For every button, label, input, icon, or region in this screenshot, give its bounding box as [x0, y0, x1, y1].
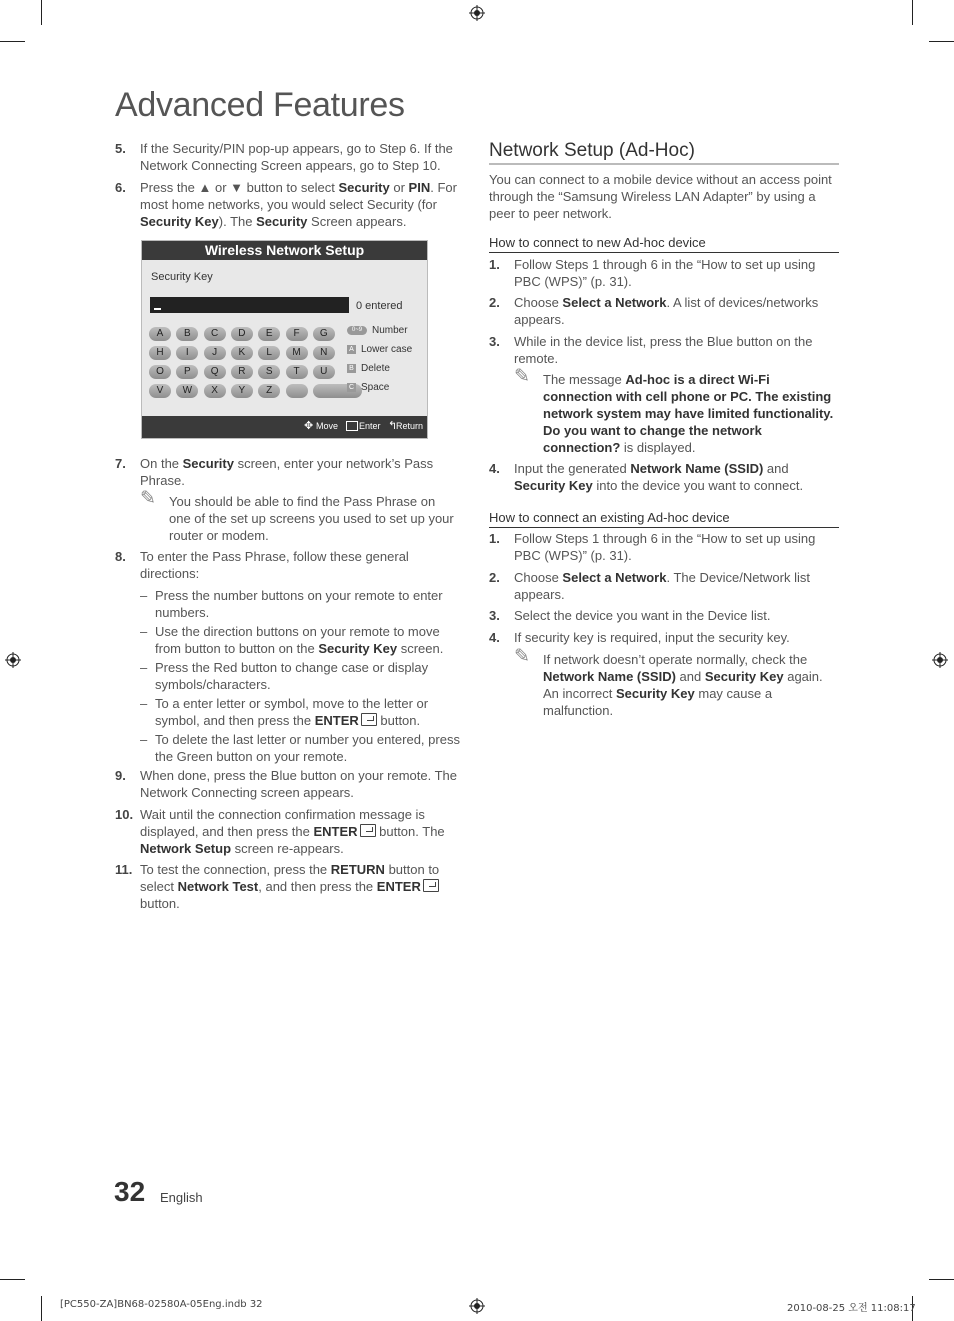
- key-r[interactable]: R: [231, 365, 253, 379]
- step-7: 7. On the Security screen, enter your network’s Pass Phrase.: [115, 455, 460, 491]
- page-title: Advanced Features: [115, 86, 405, 124]
- existing-step-2: 2. Choose Select a Network. The Device/Network list appears.: [489, 569, 839, 605]
- key-blank[interactable]: [286, 384, 308, 398]
- key-x[interactable]: X: [204, 384, 226, 398]
- step-8: 8. To enter the Pass Phrase, follow these general directions:: [115, 548, 460, 584]
- security-key-input[interactable]: [150, 297, 349, 313]
- step-10-text: Wait until the connection confirmation message is displayed, and then press the ENTER button. The Network Setup screen re-appears.: [140, 807, 445, 856]
- print-timestamp: 2010-08-25 오전 11:08:17: [787, 1303, 916, 1314]
- wireless-network-setup-screen: Wireless Network Setup Security Key 0 entered A B C D E F G H I J K L M N O P Q R S T U V W X Y Z 0~9 Number A Lower case B Delete C Space ✥ Move Enter ↰ Return: [141, 240, 428, 439]
- direction-item: – Use the direction buttons on your remote to move from button to button on the Security Key screen.: [140, 624, 444, 656]
- entered-count: 0 entered: [356, 300, 403, 312]
- key-b[interactable]: B: [176, 327, 198, 341]
- crop-mark: [929, 1279, 954, 1280]
- step-9: 9. When done, press the Blue button on your remote. The Network Connecting screen appears.: [115, 767, 460, 803]
- key-d[interactable]: D: [231, 327, 253, 341]
- heading-rule: [489, 163, 839, 165]
- step-11: 11. To test the connection, press the RETURN button to select Network Test, and then press the ENTER button.: [115, 861, 460, 913]
- pencil-note-icon: ✎: [514, 646, 530, 667]
- key-h[interactable]: H: [149, 346, 171, 360]
- new-step-4: 4. Input the generated Network Name (SSID) and Security Key into the device you want to connect.: [489, 460, 839, 496]
- key-j[interactable]: J: [204, 346, 226, 360]
- key-m[interactable]: M: [286, 346, 308, 360]
- step-6: 6. Press the ▲ or ▼ button to select Security or PIN. For most home networks, you would select Security (for Security Key). The Security Screen appears.: [115, 179, 460, 231]
- section-heading: Network Setup (Ad-Hoc): [489, 140, 695, 161]
- new-step-2-text: Choose Select a Network. A list of devices/networks appears.: [514, 295, 819, 327]
- step-10: 10. Wait until the connection confirmation message is displayed, and then press the ENTER button. The Network Setup screen re-appears.: [115, 806, 460, 858]
- crop-mark: [0, 41, 25, 42]
- enter-label: Enter: [359, 421, 381, 431]
- key-f[interactable]: F: [286, 327, 308, 341]
- return-label: Return: [396, 421, 424, 431]
- existing-step-4-note-text: If network doesn’t operate normally, check the Network Name (SSID) and Security Key again. An incorrect Security Key may cause a malfunction.: [543, 652, 823, 718]
- screen-footer: [142, 416, 427, 438]
- existing-step-1-text: Follow Steps 1 through 6 in the “How to set up using PBC (WPS)” (p. 31).: [514, 531, 816, 563]
- existing-step-4-text: If security key is required, input the security key.: [514, 630, 790, 645]
- key-c[interactable]: C: [204, 327, 226, 341]
- key-u[interactable]: U: [313, 365, 335, 379]
- key-w[interactable]: W: [176, 384, 198, 398]
- legend-key-icon: B: [347, 364, 356, 373]
- key-q[interactable]: Q: [204, 365, 226, 379]
- intro-paragraph: You can connect to a mobile device without an access point through the “Samsung Wireless LAN Adapter” by using a peer to peer network.: [489, 172, 832, 221]
- existing-step-3: 3. Select the device you want in the Device list.: [489, 607, 839, 625]
- key-o[interactable]: O: [149, 365, 171, 379]
- print-file-info: [PC550-ZA]BN68-02580A-05Eng.indb 32: [60, 1299, 263, 1310]
- screen-header: Wireless Network Setup: [142, 241, 427, 260]
- key-k[interactable]: K: [231, 346, 253, 360]
- existing-step-1: 1. Follow Steps 1 through 6 in the “How to set up using PBC (WPS)” (p. 31).: [489, 530, 839, 566]
- key-e[interactable]: E: [258, 327, 280, 341]
- return-icon: ↰: [388, 420, 398, 432]
- registration-mark-icon: [932, 652, 948, 668]
- new-step-4-text: Input the generated Network Name (SSID) and Security Key into the device you want to connect.: [514, 461, 804, 493]
- new-step-2: 2. Choose Select a Network. A list of devices/networks appears.: [489, 294, 839, 330]
- key-t[interactable]: T: [286, 365, 308, 379]
- subheading-rule: [489, 252, 839, 253]
- crop-mark: [41, 1296, 42, 1321]
- step-7-text: On the Security screen, enter your network’s Pass Phrase.: [140, 456, 434, 488]
- pencil-note-icon: ✎: [514, 366, 530, 387]
- crop-mark: [0, 1279, 25, 1280]
- direction-item: – Press the number buttons on your remote to enter numbers.: [140, 588, 443, 620]
- registration-mark-icon: [469, 5, 485, 21]
- move-icon: ✥: [304, 420, 314, 432]
- new-step-3-note-text: The message Ad-hoc is a direct Wi-Fi connection with cell phone or PC. The existing network system may have limited functionality. Do you want to change the network connection? is displayed.: [543, 372, 834, 455]
- step-8-text: To enter the Pass Phrase, follow these general directions:: [140, 549, 409, 581]
- key-n[interactable]: N: [313, 346, 335, 360]
- new-step-3-note: [514, 366, 839, 457]
- crop-mark: [929, 41, 954, 42]
- crop-mark: [41, 0, 42, 25]
- step-11-text: To test the connection, press the RETURN button to select Network Test, and then press the ENTER button.: [140, 862, 440, 911]
- note-7-text: You should be able to find the Pass Phrase on one of the set up screens you used to set up your router or modem.: [169, 494, 454, 543]
- new-step-1-text: Follow Steps 1 through 6 in the “How to set up using PBC (WPS)” (p. 31).: [514, 257, 816, 289]
- pencil-note-icon: ✎: [140, 488, 156, 509]
- crop-mark: [912, 0, 913, 25]
- legend-key-icon: C: [348, 384, 355, 391]
- new-step-1: 1. Follow Steps 1 through 6 in the “How to set up using PBC (WPS)” (p. 31).: [489, 256, 839, 292]
- subheading-rule: [489, 527, 839, 528]
- key-g[interactable]: G: [313, 327, 335, 341]
- key-v[interactable]: V: [149, 384, 171, 398]
- text-cursor: [154, 308, 161, 310]
- direction-item: – To a enter letter or symbol, move to the letter or symbol, and then press the ENTER button.: [140, 696, 429, 728]
- step-6-text: Press the ▲ or ▼ button to select Security or PIN. For most home networks, you would select Security (for Security Key). The Security Screen appears.: [140, 180, 457, 229]
- move-label: Move: [316, 421, 339, 431]
- key-a[interactable]: A: [149, 327, 171, 341]
- existing-step-2-text: Choose Select a Network. The Device/Network list appears.: [514, 570, 810, 602]
- security-key-label: Security Key: [151, 271, 213, 283]
- step-9-text: When done, press the Blue button on your remote. The Network Connecting screen appears.: [140, 768, 458, 800]
- registration-mark-icon: [469, 1298, 485, 1314]
- subheading-existing-adhoc: How to connect an existing Ad-hoc device: [489, 510, 730, 525]
- registration-mark-icon: [5, 652, 21, 668]
- direction-item: – Press the Red button to change case or display symbols/characters.: [140, 660, 429, 692]
- new-step-3: 3. While in the device list, press the Blue button on the remote.: [489, 333, 839, 369]
- step-5: 5. If the Security/PIN pop-up appears, go to Step 6. If the Network Connecting Screen appears, go to Step 10.: [115, 140, 460, 176]
- existing-step-4: 4. If security key is required, input the security key.: [489, 629, 839, 647]
- key-i[interactable]: I: [176, 346, 198, 360]
- existing-step-3-text: Select the device you want in the Device list.: [514, 608, 771, 623]
- page-number: 32: [114, 1176, 146, 1207]
- legend-key-icon: 0~9: [347, 326, 367, 335]
- enter-icon: [346, 421, 358, 431]
- key-y[interactable]: Y: [231, 384, 253, 398]
- new-step-3-text: While in the device list, press the Blue button on the remote.: [514, 334, 813, 366]
- direction-item: – To delete the last letter or number you entered, press the Green button on your remote.: [140, 732, 460, 764]
- key-z[interactable]: Z: [258, 384, 280, 398]
- key-p[interactable]: P: [176, 365, 198, 379]
- note-7: [140, 488, 460, 545]
- key-l[interactable]: L: [258, 346, 280, 360]
- key-s[interactable]: S: [258, 365, 280, 379]
- legend-key-icon: A: [347, 345, 356, 354]
- page-language: English: [160, 1190, 203, 1205]
- step-5-text: If the Security/PIN pop-up appears, go to Step 6. If the Network Connecting Screen appears, go to Step 10.: [140, 141, 453, 173]
- subheading-new-adhoc: How to connect to new Ad-hoc device: [489, 235, 706, 250]
- existing-step-4-note: [514, 646, 839, 721]
